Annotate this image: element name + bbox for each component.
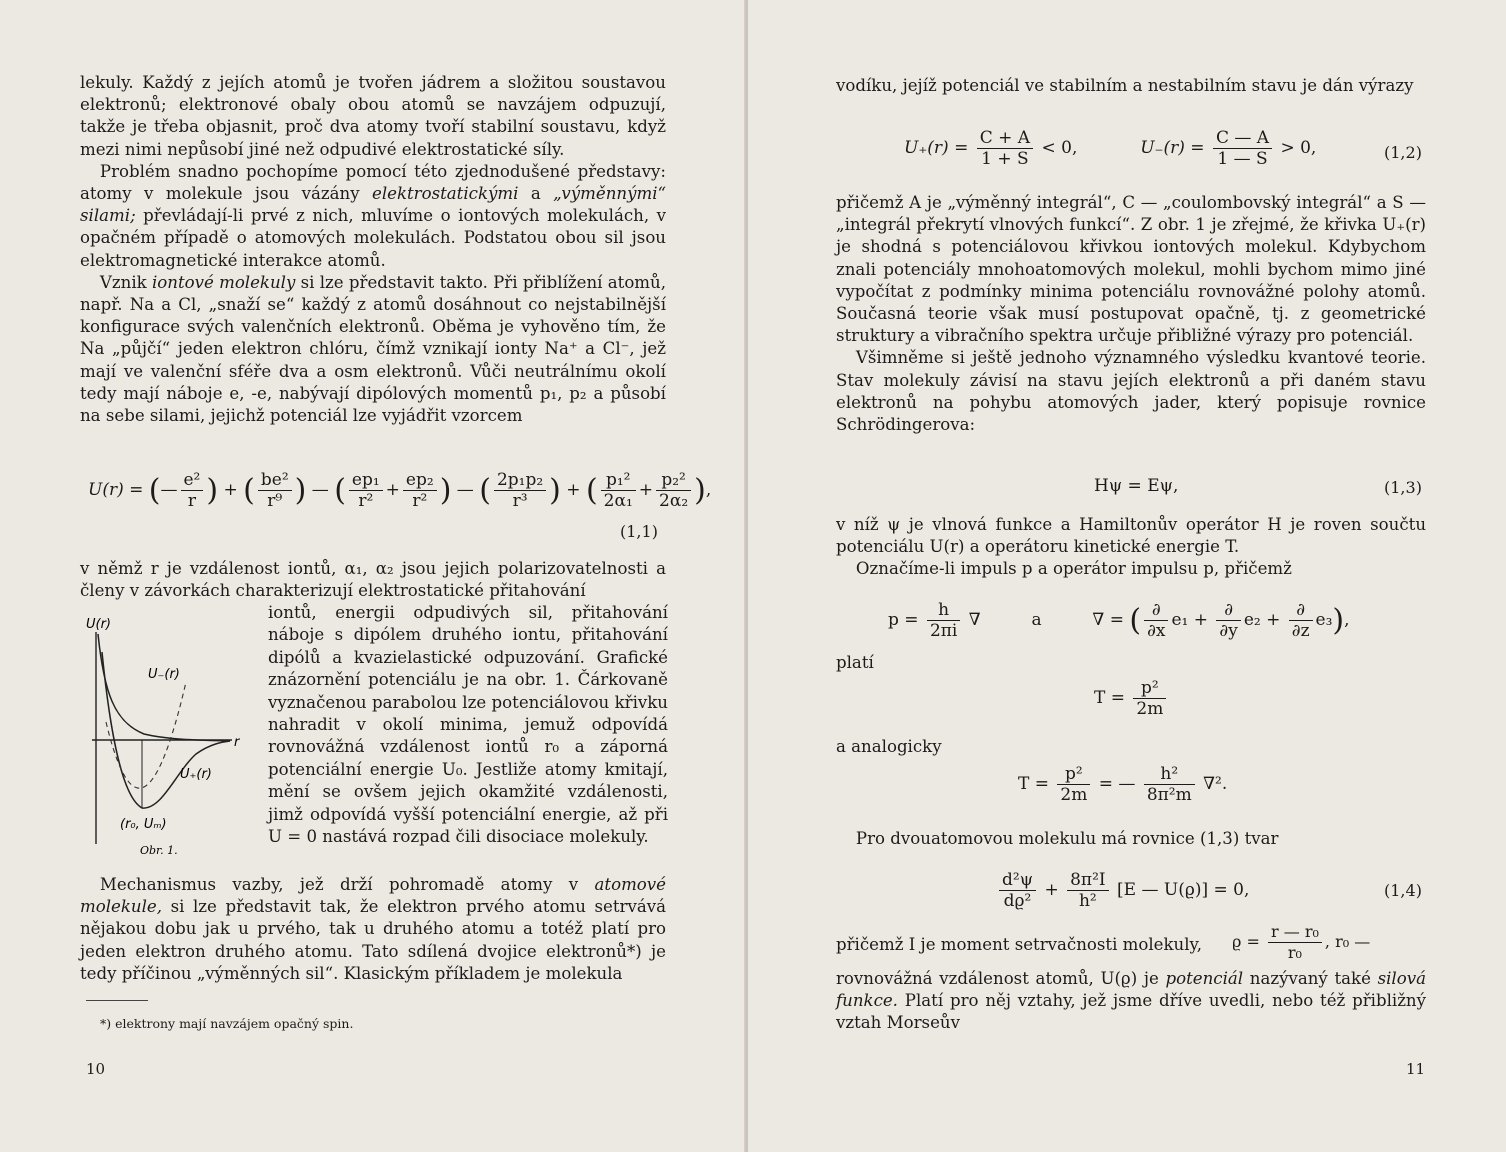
rho-definition: ϱ = $\frac{\text{r — r₀}}{\text{r₀}}$ , r₀ —: [1232, 922, 1371, 962]
paragraph: Mechanismus vazby, jež drží pohromadě atomy v atomové molekule, si lze představit tak, že elektron prvého atomu setrvává nějakou dobu jak u prvého, tak u druhého atomu a totéž platí pro jeden elektron druhého atomu. Tato sdílená dvojice elektronů*) je tedy příčinou „výměnných sil“. Klasickým příkladem je molekula: [80, 875, 666, 983]
figure-1-potential-curves: [84, 612, 264, 862]
equation-kinetic-1: T = $\frac{\text{p²}}{2m}$: [1094, 678, 1169, 719]
minimum-label: (r₀, Uₘ): [120, 817, 167, 832]
left-top-text: [80, 72, 666, 427]
paragraph: v níž ψ je vlnová funkce a Hamiltonův operátor H je roven součtu potenciálu U(r) a operátoru kinetické energie T.: [836, 515, 1426, 557]
footnote: *) elektrony mají navzájem opačný spin.: [100, 1016, 354, 1031]
u-minus-curve: [98, 634, 230, 741]
equation-1-3: Hψ = Eψ,: [1094, 476, 1179, 496]
paragraph: lekuly. Každý z jejích atomů je tvořen jádrem a složitou soustavou elektronů; elektronové obaly obou atomů se navzájem odpuzují, takže je třeba objasnit, proč dva atomy tvoří stabilní soustavu, když mezi nimi nepůsobí jiné než odpudivé elektrostatické síly.: [80, 73, 666, 159]
page-number-right: 11: [1406, 1060, 1426, 1078]
paragraph: v němž r je vzdálenost iontů, α₁, α₂ jsou jejich polarizovatelnosti a členy v závorkách charakterizují elektrostatické přitahování: [80, 559, 666, 601]
u-plus-label: U₊(r): [180, 767, 212, 782]
paragraph: vodíku, jejíž potenciál ve stabilním a nestabilním stavu je dán výrazy: [836, 76, 1414, 95]
equation-number: (1,1): [620, 522, 658, 541]
right-text-3: [836, 514, 1426, 581]
plati-label: platí: [836, 653, 874, 672]
equation-operators: p = $\frac{h}{2\pi i}$ ∇ a ∇ = ( $\frac{\partial}{\partial x}$ e₁ + $\frac{\partial}{\partial y}$ e₂ + $\frac{\partial}{\partial z}$ e₃),: [888, 600, 1350, 641]
paragraph: Označíme-li impuls p a operátor impulsu p, přičemž: [855, 559, 1292, 579]
equation-number: (1,4): [1384, 881, 1422, 900]
right-text-2: [836, 192, 1426, 436]
paragraph: přičemž A je „výměnný integrál“, C — „coulombovský integrál“ a S — „integrál překrytí vlnových funkcí“. Z obr. 1 je zřejmé, že křivka U₊(r) je shodná s potenciálovou křivkou iontových molekul. Kdybychom znali potenciály mnohoatomových molekul, mohli bychom mimo jiné vypočítat z podmínky minima potenciálu rovnovážné polohy atomů. Současná teorie však musí postupovat opačně, tj. z geometrické struktury a vibračního spektra určuje přibližné výrazy pro potenciál.: [836, 193, 1426, 346]
left-page: [0, 0, 746, 1152]
left-mid-text: [80, 558, 666, 602]
right-text-5a: přičemž I je moment setrvačnosti molekuly,: [836, 935, 1202, 954]
equation-number: (1,3): [1384, 478, 1422, 497]
equation-1-2: U₊(r) = $\frac{C + A}{1 + S}$ < 0, U₋(r) = $\frac{C — A}{1 — S}$ > 0,: [904, 128, 1317, 169]
equation-number: (1,2): [1384, 143, 1422, 162]
right-text-5b: [836, 968, 1426, 1035]
paragraph: Vznik iontové molekuly si lze představit takto. Při přiblížení atomů, např. Na a Cl, „snaží se“ každý z atomů dosáhnout co nejstabilnější konfigurace svých valenčních elektronů. Oběma je vyhověno tím, že Na „půjčí“ jeden elektron chlóru, čímž vznikají ionty Na⁺ a Cl⁻, jež mají ve valenční sféře dva a osm elektronů. Vůči neutrálnímu okolí tedy mají náboje e, -e, nabývají dipólových momentů p₁, p₂ a působí na sebe silami, jejichž potenciál lze vyjádřit vzorcem: [80, 272, 667, 426]
equation-kinetic-2: T = $\frac{\text{p²}}{2m}$ = — $\frac{\text{h²}}{\text{8π²m}}$ ∇².: [1018, 764, 1228, 805]
paragraph: Problém snadno pochopíme pomocí této zjednodušené představy: atomy v molekule jsou vázány elektrostatickými a „výměnnými“ silami; převládají-li prvé z nich, mluvíme o iontových molekulách, v opačném případě o atomových molekulách. Podstatou obou sil jsou elektromagnetické interakce atomů.: [80, 161, 666, 270]
analogicky-label: a analogicky: [836, 737, 942, 756]
figure-caption: Obr. 1.: [140, 844, 178, 857]
left-bottom-text: [80, 874, 666, 985]
right-page: [748, 0, 1506, 1152]
x-axis-label: r: [234, 735, 240, 750]
paragraph: iontů, energii odpudivých sil, přitahování náboje s dipólem druhého iontu, přitahování dipólů a kvazielastické odpuzování. Grafické znázornění potenciálu je na obr. 1. Čárkovaně vyznačenou parabolou lze potenciálovou křivku nahradit v okolí minima, jemuž odpovídá rovnovážná vzdálenost iontů r₀ a záporná potenciální energie U₀. Jestliže atomy kmitají, mění se ovšem jejich okamžité vzdálenosti, jimž odpovídá vyšší potenciální energie, až při U = 0 nastává rozpad čili disociace molekuly.: [268, 603, 668, 847]
paragraph: rovnovážná vzdálenost atomů, U(ϱ) je potenciál nazývaný také silová funkce. Platí pro něj vztahy, jež jsme dříve uvedli, nebo též přibližný vztah Morseův: [836, 969, 1426, 1033]
equation-1-4: $\frac{\text{d²ψ}}{\text{dϱ²}}$ + $\frac{\text{8π²I}}{\text{h²}}$ [E — U(ϱ)] = 0,: [996, 870, 1249, 911]
figure-wrap-text: [268, 602, 668, 848]
paragraph: Všimněme si ještě jednoho významného výsledku kvantové teorie. Stav molekuly závisí na stavu jejích elektronů a při daném stavu elektronů na pohybu atomových jader, který popisuje rovnice Schrödingerova:: [836, 348, 1426, 435]
right-text-4: [836, 828, 1426, 850]
footnote-rule: [86, 1000, 148, 1001]
u-minus-label: U₋(r): [148, 667, 180, 682]
page-number-left: 10: [86, 1060, 106, 1078]
paragraph: Pro dvouatomovou molekulu má rovnice (1,3) tvar: [855, 829, 1279, 848]
y-axis-label: U(r): [86, 617, 112, 632]
equation-1-1: U(r) = (— $\frac{\text{e²}}{r}$ ) + ( $\frac{\text{be²}}{\text{r⁹}}$ ) — ( $\frac{\text{ep₁}}{\text{r²}}$ + $\frac{\text{ep₂}}{\text{r²}}$ ) — ( $\frac{\text{2p₁p₂}}{\text{r³}}$ ) + ( $\frac{\text{p₁²}}{\text{2α₁}}$ + $\frac{\text{p₂²}}{\text{2α₂}}$ ),: [88, 470, 712, 511]
right-text-1: [836, 75, 1426, 97]
